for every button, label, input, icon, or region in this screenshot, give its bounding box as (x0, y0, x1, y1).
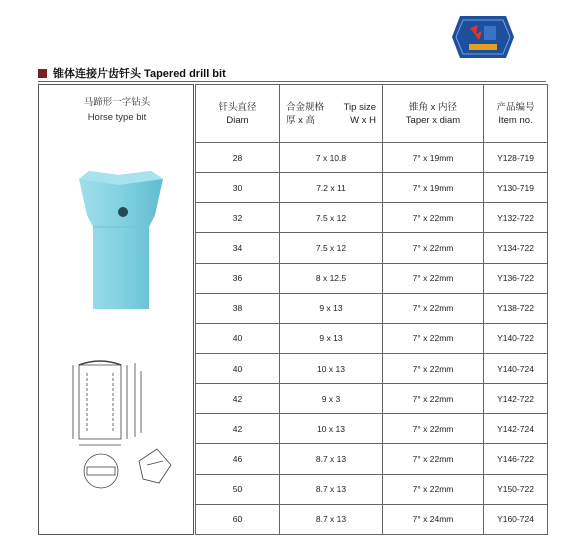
col-header-taper (383, 85, 484, 143)
cell-diam: 38 (196, 293, 280, 323)
spec-table (195, 84, 548, 535)
cell-tip-size: 8.7 x 13 (280, 444, 383, 474)
table-row (196, 143, 548, 173)
table-row (196, 444, 548, 474)
cell-taper: 7° x 22mm (383, 444, 484, 474)
cell-tip-size: 7.5 x 12 (280, 233, 383, 263)
table-row (196, 504, 548, 534)
cell-taper: 7° x 19mm (383, 143, 484, 173)
cell-diam: 40 (196, 353, 280, 383)
col-header-diam-cn: 钎头直径 (218, 101, 257, 113)
col-header-taper-cn: 锥角 x 内径 (408, 101, 458, 113)
table-row (196, 173, 548, 203)
cell-taper: 7° x 22mm (383, 203, 484, 233)
table-row (196, 353, 548, 383)
cell-item-no: Y136-722 (484, 263, 548, 293)
cell-diam: 60 (196, 504, 280, 534)
col-header-tip-cn: 合金规格 (286, 101, 325, 113)
bit-caption-en: Horse type bit (87, 112, 147, 123)
cell-tip-size: 10 x 13 (280, 353, 383, 383)
header-divider (38, 81, 546, 82)
company-logo (452, 14, 514, 60)
cell-diam: 36 (196, 263, 280, 293)
section-title: 锥体连接片齿钎头 Tapered drill bit (53, 68, 226, 80)
col-header-tip-en-2: W x H (350, 114, 376, 126)
cell-tip-size: 7.2 x 11 (280, 173, 383, 203)
cell-diam: 28 (196, 143, 280, 173)
table-row (196, 384, 548, 414)
bit-caption-cn: 马蹄形一字钻头 (83, 97, 151, 108)
col-header-item-en: Item no. (498, 114, 533, 126)
cell-item-no: Y150-722 (484, 474, 548, 504)
col-header-tip-cn-2: 厚 x 高 (286, 114, 316, 126)
table-row (196, 323, 548, 353)
cell-diam: 46 (196, 444, 280, 474)
cell-diam: 30 (196, 173, 280, 203)
col-header-item-cn: 产品编号 (496, 101, 535, 113)
cell-diam: 32 (196, 203, 280, 233)
horse-type-bit-image (73, 167, 169, 317)
product-image-panel (38, 84, 194, 535)
bit-caption (39, 95, 195, 125)
cell-taper: 7° x 22mm (383, 323, 484, 353)
cell-tip-size: 7 x 10.8 (280, 143, 383, 173)
cell-item-no: Y134-722 (484, 233, 548, 263)
col-header-diam (196, 85, 280, 143)
cell-taper: 7° x 22mm (383, 263, 484, 293)
cell-diam: 42 (196, 384, 280, 414)
cell-taper: 7° x 22mm (383, 414, 484, 444)
col-header-item (484, 85, 548, 143)
cell-taper: 7° x 22mm (383, 293, 484, 323)
cell-tip-size: 10 x 13 (280, 414, 383, 444)
cell-taper: 7° x 22mm (383, 353, 484, 383)
cell-item-no: Y128-719 (484, 143, 548, 173)
cell-tip-size: 9 x 3 (280, 384, 383, 414)
cell-taper: 7° x 22mm (383, 233, 484, 263)
col-header-tip-size (280, 85, 383, 143)
col-header-taper-en: Taper x diam (405, 114, 461, 126)
col-header-tip-en: Tip size (343, 101, 376, 113)
cell-item-no: Y160-724 (484, 504, 548, 534)
cell-taper: 7° x 19mm (383, 173, 484, 203)
technical-drawing (65, 353, 177, 493)
cell-tip-size: 8.7 x 13 (280, 504, 383, 534)
cell-diam: 34 (196, 233, 280, 263)
cell-diam: 42 (196, 414, 280, 444)
cell-taper: 7° x 24mm (383, 504, 484, 534)
cell-item-no: Y138-722 (484, 293, 548, 323)
section-header (38, 66, 226, 80)
cell-diam: 40 (196, 323, 280, 353)
cell-tip-size: 8.7 x 13 (280, 474, 383, 504)
cell-item-no: Y146-722 (484, 444, 548, 474)
table-row (196, 474, 548, 504)
cell-item-no: Y130-719 (484, 173, 548, 203)
cell-taper: 7° x 22mm (383, 474, 484, 504)
cell-item-no: Y142-724 (484, 414, 548, 444)
section-marker (38, 69, 47, 78)
table-row (196, 263, 548, 293)
cell-tip-size: 9 x 13 (280, 323, 383, 353)
cell-item-no: Y140-722 (484, 323, 548, 353)
cell-item-no: Y132-722 (484, 203, 548, 233)
cell-taper: 7° x 22mm (383, 384, 484, 414)
table-header-row (196, 85, 548, 143)
col-header-diam-en: Diam (226, 114, 249, 126)
cell-item-no: Y140-724 (484, 353, 548, 383)
cell-tip-size: 7.5 x 12 (280, 203, 383, 233)
cell-item-no: Y142-722 (484, 384, 548, 414)
table-row (196, 293, 548, 323)
cell-tip-size: 8 x 12.5 (280, 263, 383, 293)
table-row (196, 414, 548, 444)
table-row (196, 233, 548, 263)
table-row (196, 203, 548, 233)
cell-tip-size: 9 x 13 (280, 293, 383, 323)
cell-diam: 50 (196, 474, 280, 504)
